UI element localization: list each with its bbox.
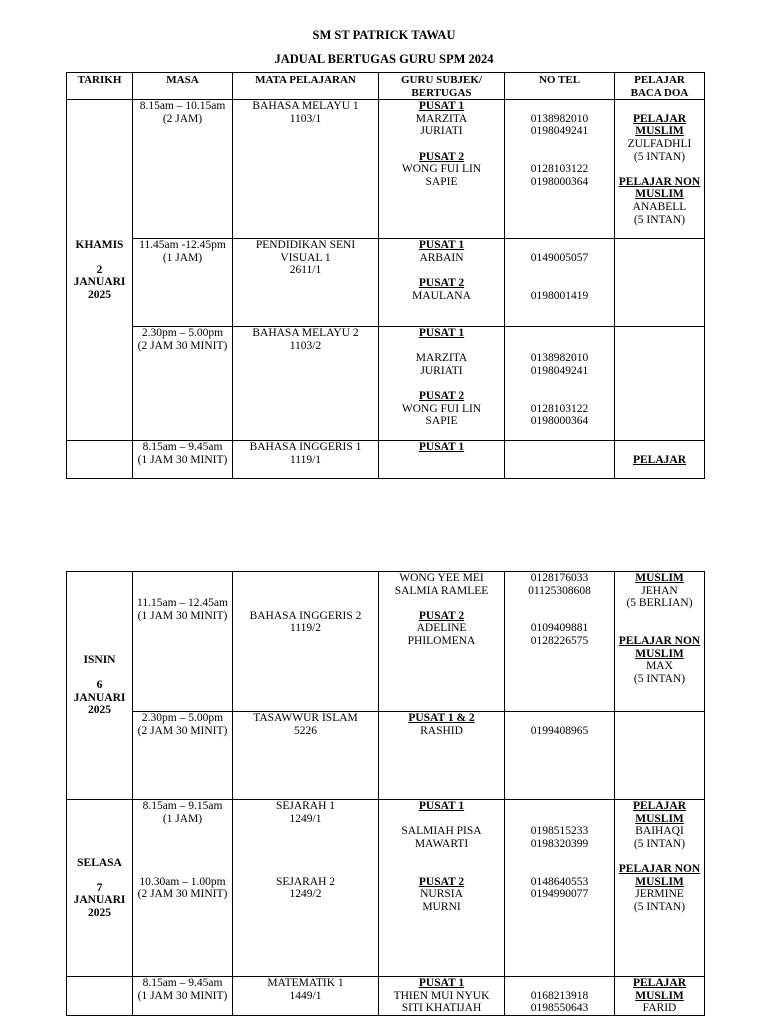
cell-line [235,850,376,863]
cell-line: MARZITA [415,352,468,365]
cell-line: (1 JAM) [162,812,203,825]
tel-cell [505,712,615,800]
cell-line: PUSAT 2 [418,609,465,622]
cell-line: 1449/1 [289,989,322,1002]
guru-cell [379,327,505,441]
doa-cell [615,239,705,327]
cell-line: 0109409881 [530,622,589,635]
header-text-line: BERTUGAS [411,86,472,99]
guru-cell [379,100,505,239]
day-cell-empty [67,977,133,1016]
cell-line: MAX [646,660,673,673]
col-header-mata-pelajaran [233,73,379,100]
cell-line [507,813,612,826]
doa-cell [615,800,705,977]
cell-line [381,138,502,151]
cell-line [235,863,376,876]
cell-line: JEHAN [641,584,678,597]
cell-line [507,327,612,340]
cell-line [135,572,230,585]
day-cell-selasa: SELASA 7 JANUARI 2025 [67,800,133,977]
cell-line: (5 INTAN) [633,837,686,850]
cell-line: MUSLIM [635,188,684,201]
cell-line [235,825,376,838]
cell-line: PELAJAR NON [618,175,701,188]
cell-line: PELAJAR NON [618,634,701,647]
cell-line: THIEN MUI NYUK [393,989,490,1002]
cell-line: 1249/2 [289,888,322,901]
tel-cell [505,327,615,441]
cell-line [507,712,612,725]
subject-cell [233,100,379,239]
cell-line: 1103/2 [289,339,322,352]
doa-cell [615,712,705,800]
cell-line: 10.30am – 1.00pm [139,875,226,888]
table-row [67,800,705,977]
cell-line: 1249/1 [289,812,322,825]
tel-cell [505,441,615,479]
cell-line: PELAJAR [632,453,687,466]
cell-line: SITI KHATIJAH [401,1002,482,1015]
cell-line: JURIATI [420,364,463,377]
subject-cell [233,239,379,327]
table-row [67,100,705,239]
cell-line: 0128103122 [530,163,589,176]
cell-line: PUSAT 1 [418,441,465,454]
guru-cell [379,572,505,712]
cell-line: 0198550643 [530,1002,589,1015]
doa-cell [615,327,705,441]
cell-line: MARZITA [415,112,468,125]
masa-cell [133,327,233,441]
cell-line [617,163,702,176]
cell-line: SALMIAH PISA [401,825,482,838]
header-text-line: TARIKH [77,74,122,86]
cell-line: 11.15am – 12.45am [137,597,228,610]
cell-line [507,800,612,813]
cell-line: MUSLIM [635,125,684,138]
cell-line: RASHID [420,724,463,737]
cell-line [507,977,612,990]
cell-line: PUSAT 1 [418,327,465,340]
masa-cell [133,100,233,239]
doa-cell [615,441,705,479]
cell-line: 0194990077 [530,888,589,901]
cell-line [507,100,612,113]
cell-line [617,850,702,863]
cell-line: SALMIA RAMLEE [394,584,489,597]
cell-line [135,863,230,876]
cell-line [381,850,502,863]
masa-cell [133,239,233,327]
guru-cell [379,712,505,800]
cell-line: 0148640553 [530,875,589,888]
cell-line [507,597,612,610]
cell-line: ADELINE [416,622,467,635]
cell-line: MUSLIM [635,812,684,825]
tel-cell [505,977,615,1016]
cell-line [381,340,502,353]
cell-line: 1119/2 [289,622,322,635]
cell-line [381,264,502,277]
table-row [67,712,705,800]
cell-line: JERMINE [635,888,684,901]
cell-line: PUSAT 2 [418,875,465,888]
guru-cell [379,977,505,1016]
cell-line: PELAJAR [632,800,687,812]
cell-line: 0198001419 [530,289,589,302]
cell-line: 8.15am – 10.15am [139,100,226,113]
cell-line: 0198320399 [530,837,589,850]
cell-line: 0168213918 [530,989,589,1002]
cell-line: (1 JAM 30 MINIT) [137,609,228,622]
cell-line [617,610,702,623]
cell-line: 11.45am -12.45pm [139,239,226,252]
guru-cell [379,239,505,327]
cell-line: 0128226575 [530,634,589,647]
cell-line [617,100,702,113]
header-row [67,73,705,100]
day-cell-empty [67,441,133,479]
cell-line [235,572,376,585]
day-cell-isnin: ISNIN 6 JANUARI 2025 [67,572,133,800]
table-row [67,327,705,441]
table-row [67,977,705,1016]
masa-cell [133,977,233,1016]
cell-line: (5 INTAN) [633,900,686,913]
cell-line: SEJARAH 2 [275,875,336,888]
cell-line: PUSAT 1 [418,100,465,113]
cell-line: PHILOMENA [407,634,476,647]
cell-line: PELAJAR [632,977,687,989]
cell-line: ANABELL [632,200,687,213]
subject-cell [233,441,379,479]
subject-cell [233,977,379,1016]
cell-line: SAPIE [425,415,458,428]
header-text-line: MATA PELAJARAN [255,74,356,86]
cell-line: 1103/1 [289,112,322,125]
cell-line: 01125308608 [528,584,591,597]
guru-cell [379,441,505,479]
cell-line: (5 BERLIAN) [626,597,693,610]
table-row [67,572,705,712]
cell-line: FARID [642,1002,677,1015]
cell-line: (2 JAM 30 MINIT) [137,724,228,737]
masa-cell [133,712,233,800]
cell-line: BAIHAQI [635,825,684,838]
table-row [67,239,705,327]
cell-line: (5 INTAN) [633,672,686,685]
cell-line [507,610,612,623]
subject-cell [233,327,379,441]
doa-cell [615,100,705,239]
header-text-line: MASA [166,74,199,86]
cell-line: 0198049241 [530,364,589,377]
col-header-no-tel [505,73,615,100]
cell-line: MAWARTI [414,837,469,850]
cell-line [235,597,376,610]
cell-line: PUSAT 1 [418,239,465,252]
cell-line: 0198049241 [530,125,589,138]
cell-line: MUSLIM [635,647,684,660]
cell-line: JURIATI [420,125,463,138]
cell-line: TASAWWUR ISLAM [253,712,358,724]
masa-cell [133,441,233,479]
cell-line [507,151,612,164]
cell-line: MURNI [422,900,461,913]
cell-line: 0138982010 [530,352,589,365]
cell-line: NURSIA [420,888,463,901]
header-text-line: NO TEL [538,74,581,86]
col-header-pelajar-doa [615,73,705,100]
cell-line: PENDIDIKAN SENI [255,239,356,252]
subject-cell [233,712,379,800]
cell-line: 8.15am – 9.15am [142,800,223,812]
cell-line [507,850,612,863]
schedule-table-2 [66,571,705,1016]
cell-line: 0149005057 [530,251,589,264]
cell-line: MUSLIM [635,875,684,888]
cell-line: (2 JAM 30 MINIT) [137,888,228,901]
cell-line [617,622,702,635]
cell-line [507,863,612,876]
cell-line: SEJARAH 1 [275,800,336,812]
cell-line: MUSLIM [635,989,684,1002]
cell-line: (1 JAM) [162,251,203,264]
cell-line: 0128103122 [530,402,589,415]
cell-line: MAULANA [412,289,471,302]
cell-line: 0198000364 [530,415,589,428]
cell-line [135,850,230,863]
cell-line: BAHASA INGGERIS 2 [249,609,362,622]
cell-line: BAHASA MELAYU 2 [252,327,359,340]
guru-cell [379,800,505,977]
cell-line [507,378,612,391]
cell-line [135,825,230,838]
cell-line [381,378,502,391]
cell-line: PELAJAR NON [618,862,701,875]
cell-line: 0198515233 [530,825,589,838]
cell-line: VISUAL 1 [280,251,331,264]
header-text-line: BACA DOA [630,86,689,99]
cell-line: MUSLIM [635,572,684,584]
cell-line: WONG FUI LIN [401,402,482,415]
cell-line [507,239,612,252]
tel-cell [505,800,615,977]
cell-line: ARBAIN [419,251,464,264]
cell-line [235,838,376,851]
cell-line [135,585,230,598]
cell-line: SAPIE [425,175,458,188]
tel-cell [505,100,615,239]
cell-line [507,138,612,151]
cell-line: BAHASA INGGERIS 1 [249,441,362,454]
cell-line: WONG YEE MEI [399,572,484,584]
cell-line [381,863,502,876]
cell-line: 0198000364 [530,175,589,188]
cell-line: 0138982010 [530,112,589,125]
cell-line [381,813,502,826]
subject-cell [233,572,379,712]
cell-line: (5 INTAN) [633,213,686,226]
cell-line [507,264,612,277]
cell-line: MATEMATIK 1 [267,977,344,989]
cell-line: 0199408965 [530,724,589,737]
cell-line [135,838,230,851]
cell-line: 8.15am – 9.45am [142,977,223,989]
cell-line [235,585,376,598]
masa-cell [133,800,233,977]
cell-line: 0128176033 [530,572,589,584]
cell-line: (1 JAM 30 MINIT) [137,453,228,466]
cell-line [507,390,612,403]
day-cell-khamis: KHAMIS 2 JANUARI 2025 [67,100,133,441]
cell-line: 2.30pm – 5.00pm [141,327,224,340]
cell-line: 5226 [294,724,317,737]
doa-cell [615,572,705,712]
school-name: SM ST PATRICK TAWAU [312,28,456,42]
cell-line: PUSAT 1 & 2 [408,712,475,724]
cell-line [507,340,612,353]
subject-cell [233,800,379,977]
tel-cell [505,572,615,712]
cell-line: PUSAT 1 [418,977,465,989]
cell-line: WONG FUI LIN [401,163,482,176]
tel-cell [505,239,615,327]
cell-line: ZULFADHLI [627,137,692,150]
document-title: JADUAL BERTUGAS GURU SPM 2024 [274,52,494,66]
cell-line: PUSAT 1 [418,800,465,812]
col-header-tarikh [67,73,133,100]
cell-line: 2.30pm – 5.00pm [141,712,224,724]
doa-cell [615,977,705,1016]
cell-line: 1119/1 [289,453,322,466]
table-row [67,441,705,479]
col-header-guru [379,73,505,100]
cell-line: (1 JAM 30 MINIT) [137,989,228,1002]
masa-cell [133,572,233,712]
cell-line: PUSAT 2 [418,390,465,403]
cell-line: 2611/1 [289,264,322,277]
header-text-line: PELAJAR [634,74,685,86]
cell-line: PELAJAR [632,112,687,125]
col-header-masa [133,73,233,100]
cell-line: PUSAT 2 [418,150,465,163]
cell-line: (2 JAM 30 MINIT) [137,339,228,352]
schedule-table-1 [66,72,705,479]
cell-line: 8.15am – 9.45am [142,441,223,454]
cell-line: (2 JAM) [162,112,203,125]
cell-line [617,441,702,454]
cell-line: (5 INTAN) [633,150,686,163]
cell-line [507,277,612,290]
cell-line: PUSAT 2 [418,276,465,289]
header-text-line: GURU SUBJEK/ [401,74,482,86]
cell-line: BAHASA MELAYU 1 [252,100,359,113]
cell-line [381,597,502,610]
